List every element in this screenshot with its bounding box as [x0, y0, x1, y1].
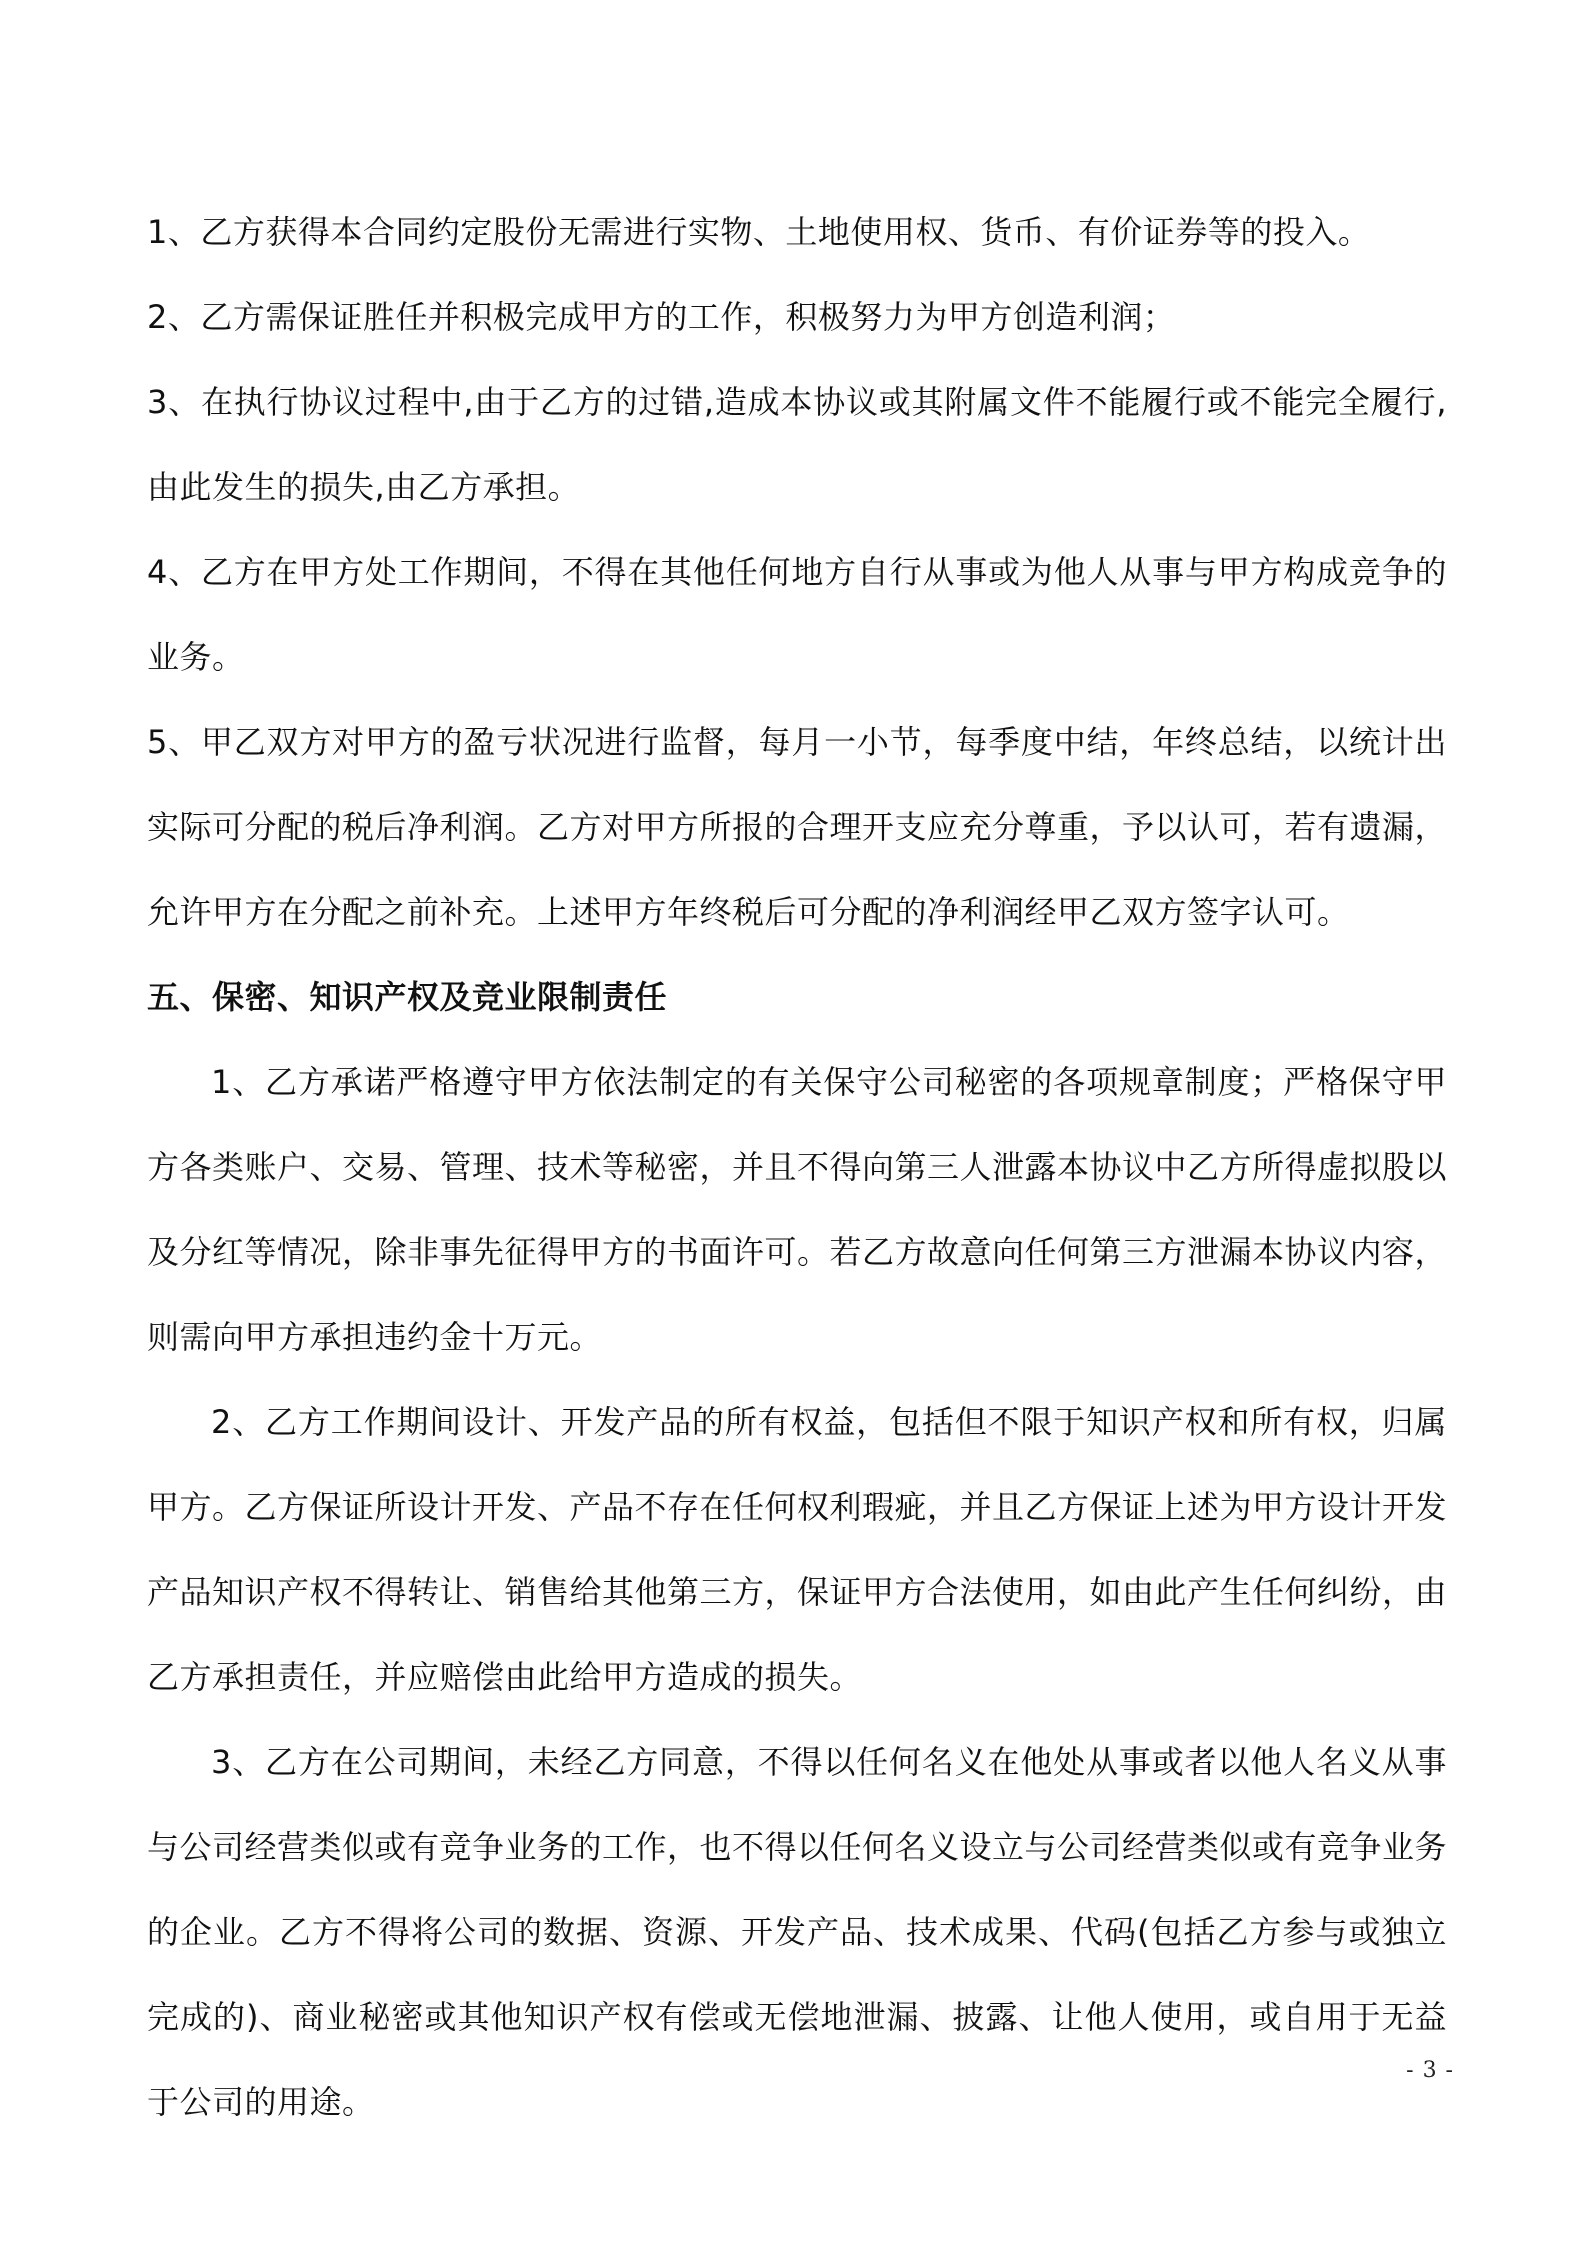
clause-4: 4、乙方在甲方处工作期间，不得在其他任何地方自行从事或为他人从事与甲方构成竞争的业务。 — [147, 553, 1447, 676]
section-clause-3: 3、乙方在公司期间，未经乙方同意，不得以任何名义在他处从事或者以他人名义从事与公司经营类似或有竞争业务的工作，也不得以任何名义设立与公司经营类似或有竞争业务的企业。乙方不得将公司的数据、资源、开发产品、技术成果、代码(包括乙方参与或独立完成的)、商业秘密或其他知识产权有偿或无偿地泄漏、披露、让他人使用，或自用于无益于公司的用途。 — [147, 1743, 1448, 2121]
document-body — [147, 190, 1447, 2145]
section-heading: 五、保密、知识产权及竞业限制责任 — [147, 978, 668, 1016]
section-clause-1: 1、乙方承诺严格遵守甲方依法制定的有关保守公司秘密的各项规章制度；严格保守甲方各类账户、交易、管理、技术等秘密，并且不得向第三人泄露本协议中乙方所得虚拟股以及分红等情况，除非事先征得甲方的书面许可。若乙方故意向任何第三方泄漏本协议内容，则需向甲方承担违约金十万元。 — [147, 1063, 1448, 1356]
clause-1: 1、乙方获得本合同约定股份无需进行实物、土地使用权、货币、有价证券等的投入。 — [147, 213, 1371, 251]
page-number: - 3 - — [1406, 2058, 1454, 2083]
section-clause-2: 2、乙方工作期间设计、开发产品的所有权益，包括但不限于知识产权和所有权，归属甲方。乙方保证所设计开发、产品不存在任何权利瑕疵，并且乙方保证上述为甲方设计开发产品知识产权不得转让、销售给其他第三方，保证甲方合法使用，如由此产生任何纠纷，由乙方承担责任，并应赔偿由此给甲方造成的损失。 — [147, 1403, 1448, 1696]
clause-2: 2、乙方需保证胜任并积极完成甲方的工作，积极努力为甲方创造利润； — [147, 298, 1176, 336]
clause-3: 3、在执行协议过程中,由于乙方的过错,造成本协议或其附属文件不能履行或不能完全履行,由此发生的损失,由乙方承担。 — [147, 383, 1447, 506]
clause-5: 5、甲乙双方对甲方的盈亏状况进行监督，每月一小节，每季度中结，年终总结，以统计出实际可分配的税后净利润。乙方对甲方所报的合理开支应充分尊重，予以认可，若有遗漏，允许甲方在分配之前补充。上述甲方年终税后可分配的净利润经甲乙双方签字认可。 — [147, 723, 1448, 931]
